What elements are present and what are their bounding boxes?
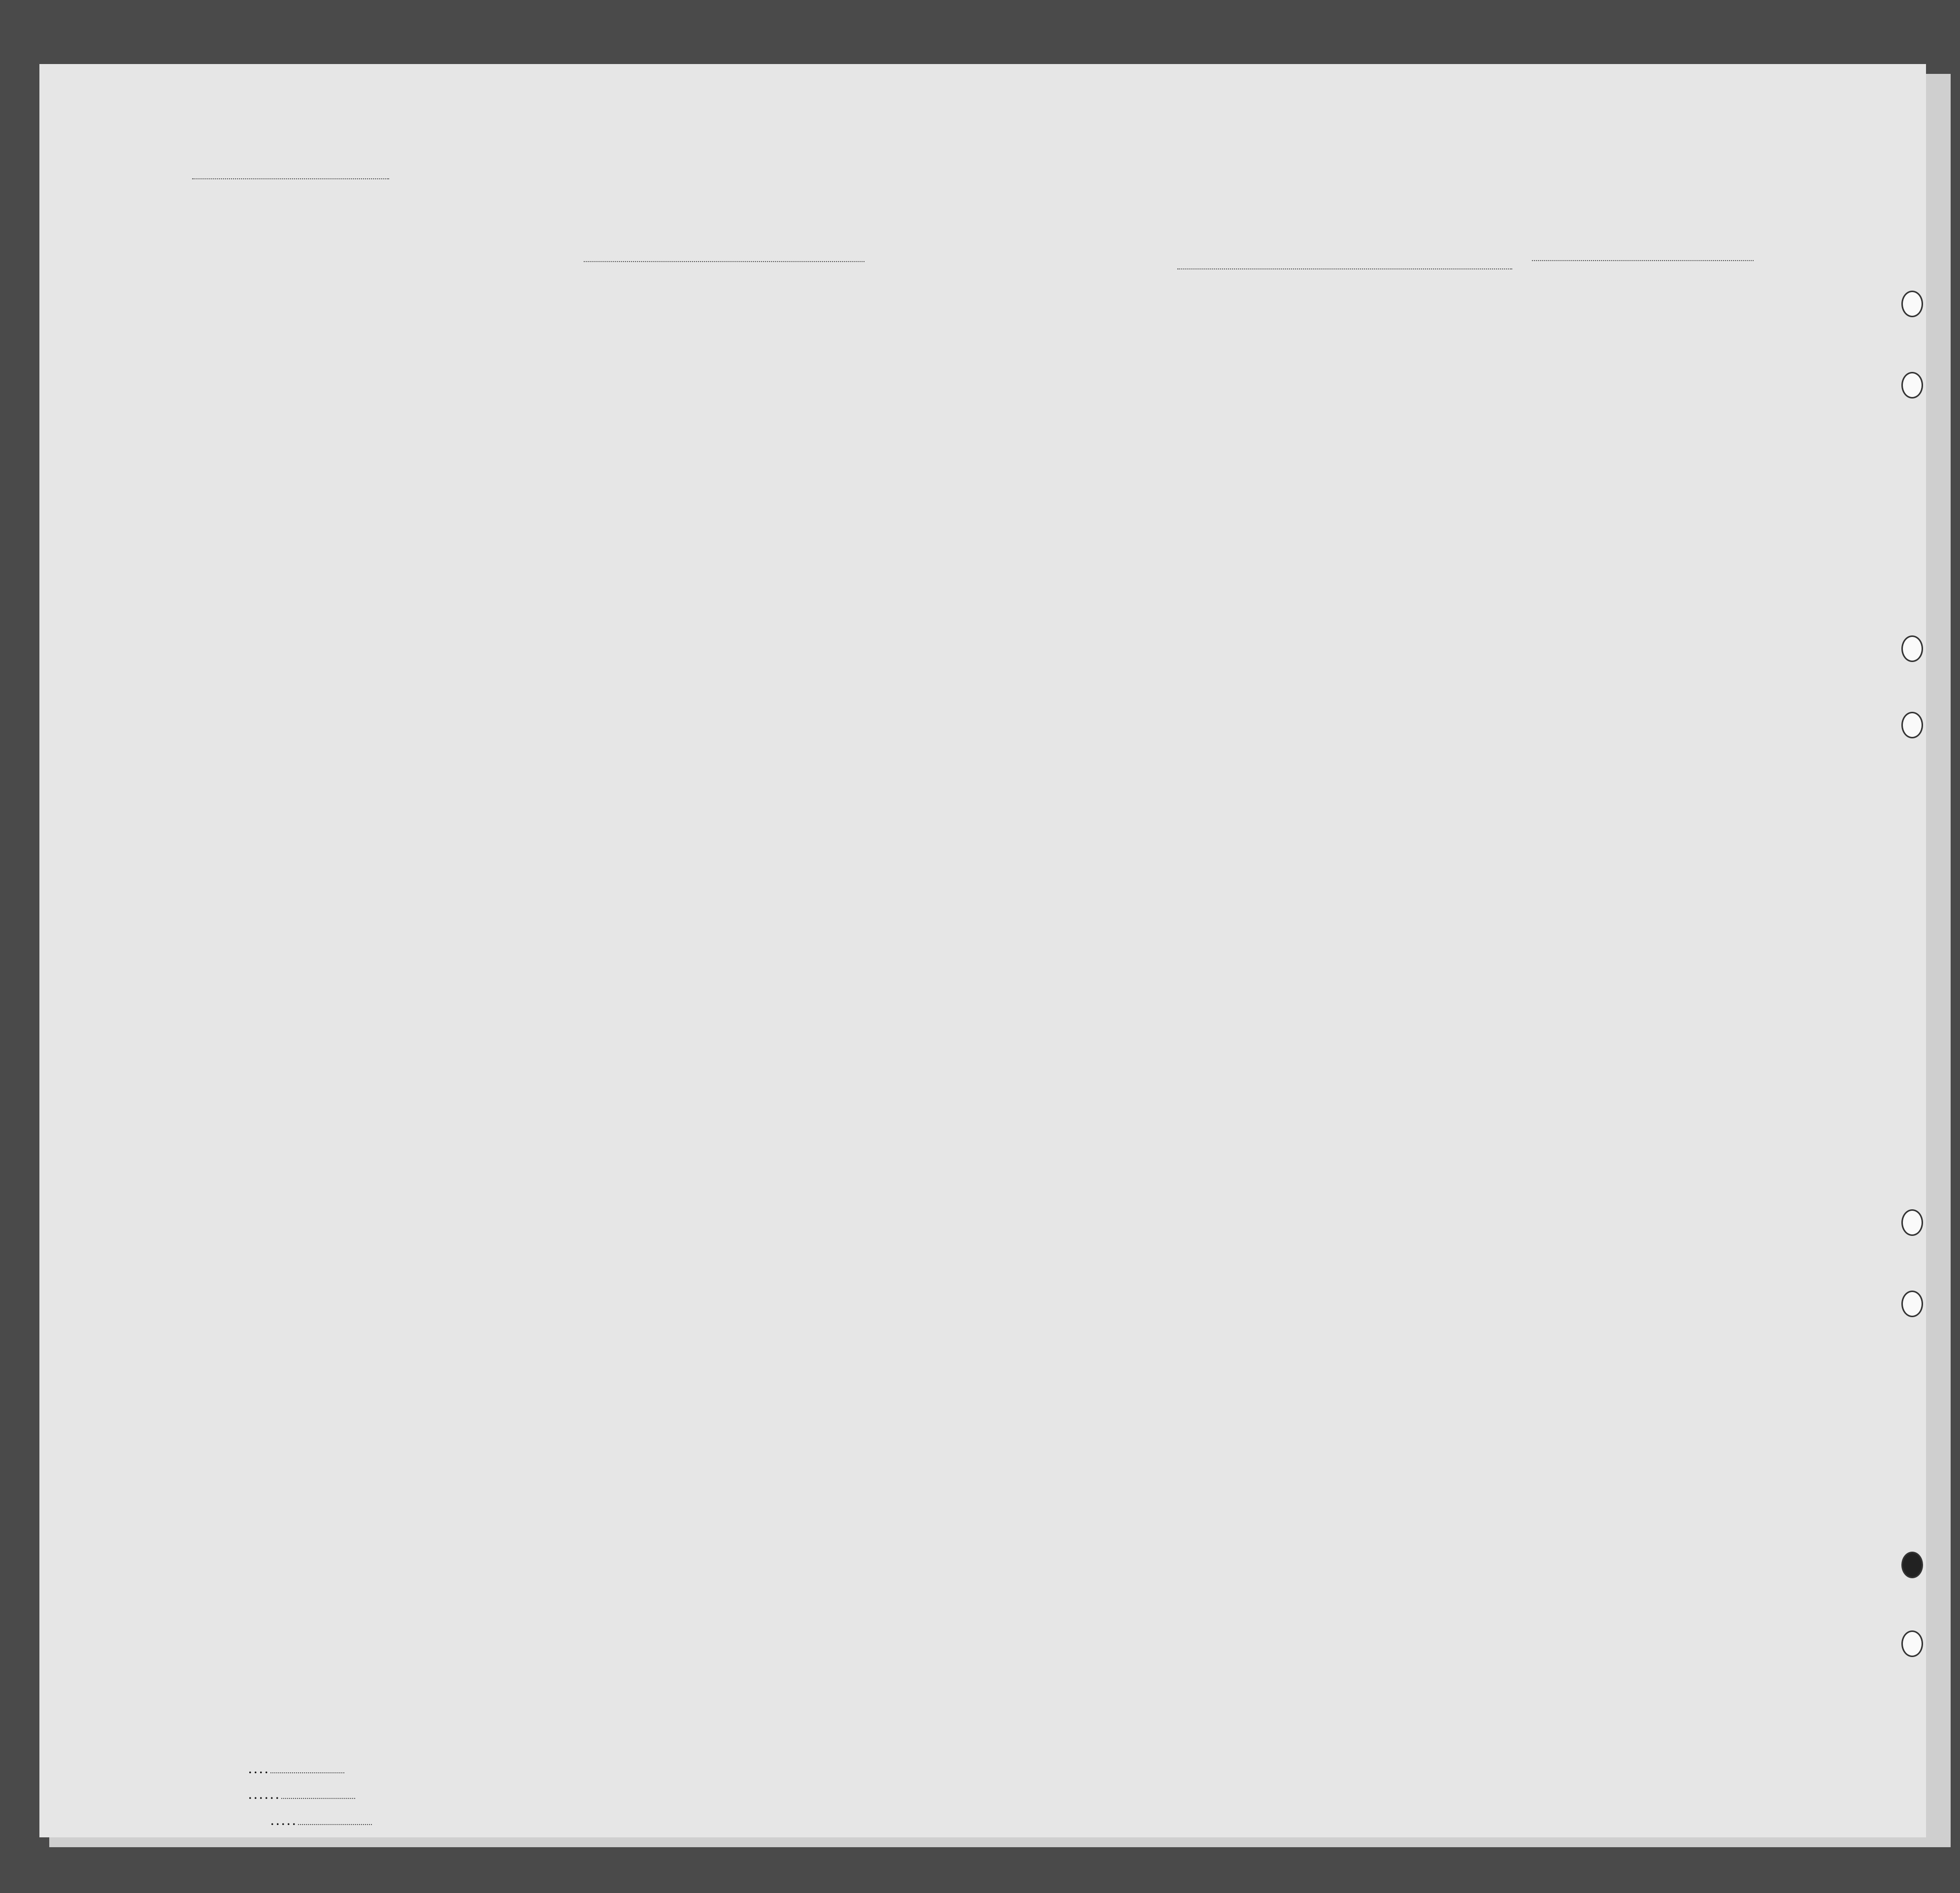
footer-aliens: . . . . . (271, 1815, 372, 1828)
ship-name (584, 261, 864, 262)
binder-hole (1901, 1552, 1923, 1578)
footer-total-passengers: . . . . (249, 1763, 344, 1776)
binder-hole (1901, 712, 1923, 738)
binder-hole (1901, 635, 1923, 662)
binder-hole (1901, 1209, 1923, 1236)
binder-hole (1901, 1291, 1923, 1317)
departure-port (1177, 268, 1512, 269)
list-line (192, 178, 389, 179)
sailing-date-stamp (1532, 260, 1754, 261)
binder-hole (1901, 291, 1923, 317)
footer-us-citizens: . . . . . . (249, 1789, 355, 1802)
binder-hole (1901, 1630, 1923, 1657)
binder-hole (1901, 372, 1923, 399)
